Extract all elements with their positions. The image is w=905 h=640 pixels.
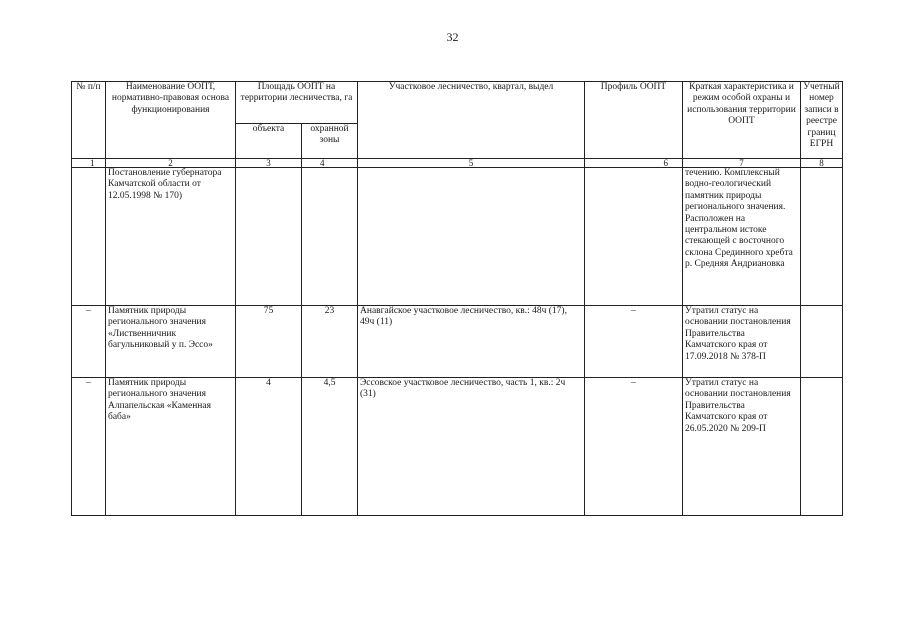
column-number: 4 — [302, 159, 358, 168]
row-profile: – — [585, 306, 683, 378]
row-num: – — [72, 306, 106, 378]
row-area-object: 75 — [236, 306, 302, 378]
header-forestry: Участковое лесничество, квартал, выдел — [358, 82, 585, 159]
row-registry — [801, 306, 843, 378]
row-name: Постановление губернатора Камчатской области от 12.05.1998 № 170) — [106, 168, 236, 306]
row-area-object — [236, 168, 302, 306]
column-number: 5 — [358, 159, 585, 168]
header-characteristics: Краткая характеристика и режим особой охраны и использования территории ООПТ — [683, 82, 801, 159]
row-forestry: Анавгайское участковое лесничество, кв.: 48ч (17), 49ч (11) — [358, 306, 585, 378]
oopt-table — [71, 81, 843, 516]
row-forestry: Эссовское участковое лесничество, часть 1, кв.: 2ч (31) — [358, 378, 585, 516]
row-area-object: 4 — [236, 378, 302, 516]
row-area-zone — [302, 168, 358, 306]
column-number: 1 — [72, 159, 106, 168]
row-area-zone: 4,5 — [302, 378, 358, 516]
header-registry: Учетный номер записи в реестре границ ЕГРН — [801, 82, 843, 159]
header-profile: Профиль ООПТ — [585, 82, 683, 159]
header-area-zone: охранной зоны — [302, 124, 358, 159]
row-registry — [801, 378, 843, 516]
row-characteristics: течению. Комплексный водно-геологический памятник природы регионального значения. Расположен на центральном истоке стекающей с восточного склона Срединного хребта р. Средняя Андриановка — [683, 168, 801, 306]
row-profile — [585, 168, 683, 306]
row-name: Памятник природы регионального значения Алпапельская «Каменная баба» — [106, 378, 236, 516]
column-number: 2 — [106, 159, 236, 168]
table-row — [72, 168, 843, 306]
header-area-object: объекта — [236, 124, 302, 159]
column-number: 7 — [683, 159, 801, 168]
column-number: 8 — [801, 159, 843, 168]
row-profile: – — [585, 378, 683, 516]
header-num: № п/п — [72, 82, 106, 159]
row-num — [72, 168, 106, 306]
row-area-zone: 23 — [302, 306, 358, 378]
row-characteristics: Утратил статус на основании постановления Правительства Камчатского края от 17.09.2018 № 378-П — [683, 306, 801, 378]
row-characteristics: Утратил статус на основании постановления Правительства Камчатского края от 26.05.2020 № 209-П — [683, 378, 801, 516]
table-row — [72, 378, 843, 516]
column-number: 6 — [585, 159, 683, 168]
row-name: Памятник природы регионального значения «Лиственничник багульниковый у п. Эссо» — [106, 306, 236, 378]
header-name: Наименование ООПТ, нормативно-правовая основа функционирования — [106, 82, 236, 159]
header-area: Площадь ООПТ на территории лесничества, га — [236, 82, 358, 124]
table-row — [72, 306, 843, 378]
row-registry — [801, 168, 843, 306]
page-number: 32 — [446, 30, 459, 44]
row-num: – — [72, 378, 106, 516]
row-forestry — [358, 168, 585, 306]
column-number: 3 — [236, 159, 302, 168]
